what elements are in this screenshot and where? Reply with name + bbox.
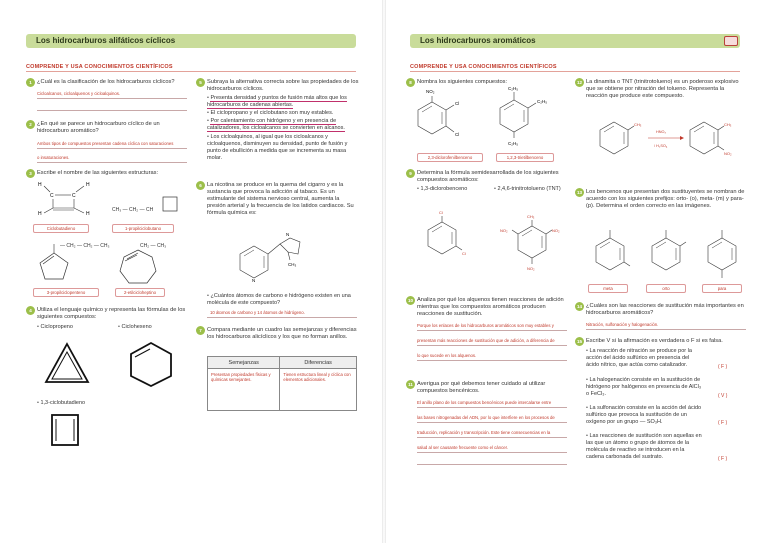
q11-line-3 <box>417 437 567 438</box>
right-page-title: Los hidrocarburos aromáticos <box>420 36 536 45</box>
cyclopentene-ring <box>38 250 72 284</box>
q4-text: Utiliza el lenguaje químico y representa las fórmulas de los siguientes compuestos: <box>37 307 186 320</box>
q14-badge: 14 <box>576 304 582 309</box>
q1-answer: Cicloalcanos, cicloalquenos y cicloalquinos. <box>37 91 121 96</box>
q2-answer-2: o insaturaciones. <box>37 155 70 160</box>
mol4-formula: CH₂ — CH₃ <box>140 243 167 249</box>
svg-text:N: N <box>286 232 290 237</box>
q13-answer-orto: orto <box>646 284 686 293</box>
mol3-formula: — CH₂ — CH₂ — CH₃ <box>60 243 110 249</box>
q6-text: La nicotina se produce en la quema del cigarro y es la sustancia que provoca la adicción al tabaco. Es un estimulante del sistema nervioso central, aumenta la presión arterial y la frecuencia de los latidos cardiacos. Su fórmula química es: <box>207 182 354 216</box>
q15-mark-4: ( F ) <box>718 456 728 462</box>
q2-answer-1: Ambos tipos de compuestos presentan cadena cíclica con saturaciones <box>37 141 174 146</box>
svg-text:Cl: Cl <box>439 210 443 215</box>
q8-answer-2: 1,2,3-trietilbenceno <box>496 153 554 162</box>
triethyl-structure <box>492 84 562 150</box>
svg-text:C₂H₅: C₂H₅ <box>537 99 548 104</box>
cyclopropene-drawing <box>42 340 92 388</box>
q11-answer-2: las bases nitrogenadas del ADN, por lo que interfiere en los procesos de <box>417 415 555 420</box>
q3-badge: 3 <box>26 169 35 178</box>
nitration-reaction <box>584 112 734 172</box>
cyclohexene-drawing <box>126 340 176 388</box>
comparison-table <box>207 356 357 411</box>
q13-badge: 13 <box>576 190 582 195</box>
svg-text:CH₃: CH₃ <box>288 262 297 267</box>
svg-text:Cl: Cl <box>462 251 466 256</box>
q5-bullet-4: • Los cicloalquinos, al igual que los cicloalcanos y cicloalquenos, disminuyen su densidad, punto de fusión y punto de ebullición a medida que se incrementa su masa molar. <box>207 134 362 162</box>
q12-badge: 12 <box>576 80 582 85</box>
q15-item-1: • La reacción de nitración se produce por la acción del ácido sulfúrico en presencia del ácido nítrico, que actúa como catalizador. <box>586 348 704 369</box>
q15-item-3: • La sulfonación consiste en la acción del ácido sulfúrico que provoca la sustitución de un oxígeno por un grupo — SO₃H. <box>586 405 704 426</box>
svg-text:NO₂: NO₂ <box>724 151 732 156</box>
q10-text: Analiza por qué los alquenos tienen reacciones de adición mientras que los compuestos aromáticos producen reacciones de sustitución. <box>417 297 564 317</box>
q14-text: ¿Cuáles son las reacciones de sustitución más importantes en hidrocarburos aromáticos? <box>586 303 744 316</box>
q11-badge: 11 <box>406 380 415 389</box>
q3-answer-2: 1-propilciclobutano <box>112 224 174 233</box>
right-section-title: COMPRENDE Y USA CONOCIMIENTOS CIENTÍFICOS <box>410 64 557 70</box>
q6-answer-line <box>207 317 357 318</box>
svg-text:N: N <box>252 278 256 283</box>
q4-item-3: • 1,3-ciclobutadieno <box>37 400 85 407</box>
dichlorobenzene-drawing <box>418 210 478 270</box>
svg-text:NO₂: NO₂ <box>552 228 560 233</box>
q11-line-1 <box>417 407 567 408</box>
q15-mark-1: ( F ) <box>718 364 728 370</box>
svg-text:NO₂: NO₂ <box>426 89 435 94</box>
svg-text:C₂H₅: C₂H₅ <box>508 141 519 146</box>
q11-text: Averigua por qué debemos tener cuidado al utilizar compuestos bencénicos. <box>417 381 546 394</box>
q14-answer: Nitración, sulfonación y halogenación. <box>586 322 659 327</box>
meta-benzene <box>596 230 630 270</box>
q8-badge: 8 <box>406 78 415 87</box>
q6-badge: 6 <box>196 181 205 190</box>
svg-text:H: H <box>86 211 90 217</box>
cyclobutane-ring <box>160 194 182 216</box>
q14-answer-line <box>586 329 746 330</box>
q7-text: Compara mediante un cuadro las semejanzas y diferencias los hidrocarburos alicíclicos y los que no forman anillos. <box>207 327 357 340</box>
q9-item-2: • 2,4,6-trinitrotolueno (TNT) <box>494 186 561 193</box>
q3-answer-1: Ciclobutadieno <box>33 224 89 233</box>
q15-text: Escribe V si la afirmación es verdadera o F si es falsa. <box>586 338 723 344</box>
q10-line-3 <box>417 360 567 361</box>
q15-mark-2: ( V ) <box>718 393 728 399</box>
q2-answer-line-2 <box>37 162 187 163</box>
q5-bullet-3-text: Por calentamiento con hidrógeno y en presencia de catalizadores, los cicloalcanos se convierten en alcanos. <box>207 118 345 131</box>
svg-text:NO₂: NO₂ <box>527 266 535 271</box>
q1-answer-line <box>37 98 187 99</box>
q15-item-2: • La halogenación consiste en la sustitución de hidrógeno por halógenos en presencia de AlCl₃ o FeCl₃. <box>586 377 704 398</box>
q12-text: La dinamita o TNT (trinitrotolueno) es un poderoso explosivo que se obtiene por nitración del tolueno. Representa la reacción que produce este compuesto. <box>586 79 739 99</box>
q2-answer-line <box>37 148 187 149</box>
q8-text: Nombra los siguientes compuestos: <box>417 79 508 85</box>
q4-item-1: • Ciclopropeno <box>37 324 73 331</box>
q11-answer-1: El anillo plano de los compuestos bencénicos puede intercalarse entre <box>417 400 552 405</box>
q10-answer-1: Porque los enlaces de los hidrocarburos aromáticos son muy estables y <box>417 323 554 328</box>
q11-answer-4: salud al ser causante frecuente como el cáncer. <box>417 445 509 450</box>
svg-text:CH₃: CH₃ <box>724 122 732 127</box>
svg-text:H: H <box>38 211 42 217</box>
dichloro-nitro-structure <box>414 88 474 148</box>
svg-text:NO₂: NO₂ <box>500 228 508 233</box>
ortho-benzene <box>652 230 686 270</box>
table-cell-differences: Tienen estructura lineal y cíclica con elementos adicionales. <box>280 369 357 411</box>
q1-text: ¿Cuál es la clasificación de los hidrocarburos cíclicos? <box>37 79 175 85</box>
q3-text: Escribe el nombre de las siguientes estructuras: <box>37 170 159 176</box>
q5-bullet-2: • El ciclopropano y el ciclobutano son muy estables. <box>207 110 362 117</box>
q8-answer-1: 2,3-diclorofenilbenceno <box>417 153 483 162</box>
folder-icon <box>724 36 738 46</box>
q10-answer-2: presentan más reacciones de sustitución que de adición, a diferencia de <box>417 338 555 343</box>
q7-badge: 7 <box>196 326 205 335</box>
q11-line-5 <box>417 464 567 465</box>
svg-text:H: H <box>38 182 42 188</box>
right-page <box>384 0 768 543</box>
q10-badge: 10 <box>407 298 413 303</box>
svg-text:C: C <box>50 193 54 199</box>
table-cell-similarities: Presentan propiedades físicas y químicas semejantes. <box>208 369 280 411</box>
q4-item-2: • Ciclohexeno <box>118 324 152 331</box>
q11-line-2 <box>417 422 567 423</box>
q15-mark-3: ( F ) <box>718 420 728 426</box>
q3-answer-3: 3-propilciclopenteno <box>33 288 99 297</box>
svg-text:Cl: Cl <box>455 132 460 137</box>
q2-badge: 2 <box>26 120 35 129</box>
q5-bullet-3 <box>207 118 362 132</box>
q5-badge: 5 <box>196 78 205 87</box>
q9-item-1: • 1,3-diclorobenceno <box>417 186 467 193</box>
q5-bullet-1 <box>207 95 362 109</box>
q13-text: Los bencenos que presentan dos sustituyentes se nombran de acuerdo con los siguientes prefijos: orto- (o), meta- (m) y para- (p). Determina el orden correcto en las imágenes. <box>586 189 745 209</box>
q15-item-4: • Las reacciones de sustitución son aquellas en las que un átomo o grupo de átomos de la molécula de reactivo se introducen en la cadena carbonada del sustrato. <box>586 433 704 461</box>
q3-answer-4: 2-etilcicloheptino <box>115 288 165 297</box>
q9-text: Determina la fórmula semidesarrollada de los siguientes compuestos aromáticos: <box>417 170 559 183</box>
q13-answer-meta: meta <box>588 284 628 293</box>
q5-text: Subraya la alternativa correcta sobre las propiedades de los hidrocarburos cíclicos. <box>207 79 359 92</box>
svg-text:H: H <box>86 182 90 188</box>
right-section-rule <box>410 71 740 72</box>
q4-badge: 4 <box>26 306 35 315</box>
q9-badge: 9 <box>406 169 415 178</box>
mol2-formula: CH₃ — CH₂ — CH <box>112 207 154 213</box>
q10-line-1 <box>417 330 567 331</box>
left-section-title: COMPRENDE Y USA CONOCIMIENTOS CIENTÍFICOS <box>26 64 173 70</box>
table-header-differences: Diferencias <box>280 357 357 369</box>
q10-line-2 <box>417 345 567 346</box>
cycloheptyne-ring <box>118 248 158 288</box>
table-header-similarities: Semejanzas <box>208 357 280 369</box>
left-header-bar <box>26 34 356 48</box>
q11-answer-3: traducción, replicación y transcripción. Este tiene consecuencias en la <box>417 430 551 435</box>
svg-text:C₂H₅: C₂H₅ <box>508 86 519 91</box>
q10-answer-3: lo que sucede en los alquenos. <box>417 353 477 358</box>
svg-text:/ H₂SO₄: / H₂SO₄ <box>654 144 668 148</box>
left-page-title: Los hidrocarburos alifáticos cíclicos <box>36 36 176 45</box>
nicotine-structure <box>236 222 316 282</box>
right-header-bar <box>410 34 740 48</box>
q13-answer-para: para <box>702 284 742 293</box>
cyclobutadiene-drawing <box>46 410 86 450</box>
q15-badge: 15 <box>576 339 582 344</box>
svg-text:CH₃: CH₃ <box>527 214 535 219</box>
q2-text: ¿En qué se parece un hidrocarburo cíclico de un hidrocarburo aromático? <box>37 121 160 134</box>
q6-answer: 10 átomos de carbono y 14 átomos de hidrógeno. <box>210 310 305 315</box>
para-benzene <box>708 230 736 278</box>
q1-badge: 1 <box>26 78 35 87</box>
svg-text:C: C <box>72 193 76 199</box>
q6-sub-question: • ¿Cuántos átomos de carbono e hidrógeno existen en una molécula de este compuesto? <box>207 293 357 307</box>
q1-answer-line-2 <box>37 110 187 111</box>
svg-text:CH₃: CH₃ <box>634 122 642 127</box>
q5-bullet-1-text: Presenta densidad y puntos de fusión más altos que los hidrocarburos de cadenas abiertas. <box>207 95 347 108</box>
disubstituted-benzenes <box>588 226 748 282</box>
svg-text:Cl: Cl <box>455 101 460 106</box>
left-section-rule <box>26 71 356 72</box>
svg-text:HNO₃: HNO₃ <box>656 130 666 134</box>
q11-line-4 <box>417 452 567 453</box>
tnt-drawing <box>500 212 570 278</box>
cyclobutadiene-structure <box>36 180 96 220</box>
